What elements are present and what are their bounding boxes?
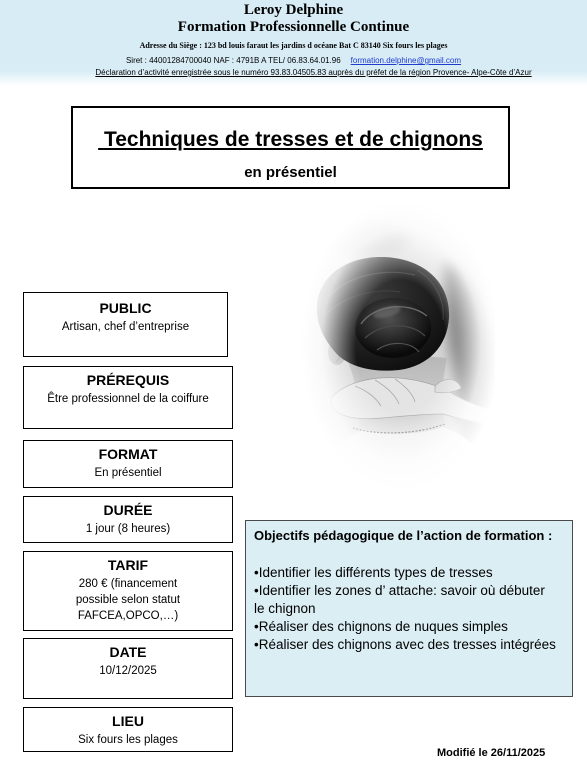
siret-line	[0, 55, 587, 66]
price-label: TARIF	[107, 557, 149, 573]
price-value-line: possible selon statut	[75, 594, 181, 606]
organization-subtitle: Formation Professionnelle Continue	[177, 19, 410, 35]
duration-label: DURÉE	[103, 502, 153, 518]
location-label: LIEU	[112, 713, 144, 729]
email-link[interactable]: formation.delphine@gmail.com	[350, 56, 462, 65]
siret-phone-text: Siret : 44001284700040 NAF : 4791B A TEL/ 06.83.64.01.96	[125, 56, 341, 65]
prerequisites-value: Être professionnel de la coiffure	[47, 393, 209, 405]
objective-item: •Réaliser des chignons de nuques simples	[254, 619, 508, 634]
price-value-line: 280 € (financement	[78, 578, 178, 590]
prerequisites-box	[23, 366, 233, 429]
course-title-text: Techniques de tresses et de chignons	[103, 128, 483, 151]
head-office-address: Adresse du Siège : 123 bd louis faraut les jardins d océane Bat C 83140 Six fours les plages	[139, 41, 448, 50]
format-box	[23, 440, 233, 488]
date-value: 10/12/2025	[99, 665, 157, 677]
last-modified-date: Modifié le 26/11/2025	[437, 747, 546, 759]
date-label: DATE	[109, 644, 147, 660]
organization-header	[0, 0, 587, 86]
format-label: FORMAT	[98, 446, 158, 462]
format-value: En présentiel	[94, 467, 162, 479]
course-title	[73, 128, 508, 152]
objectives-heading: Objectifs pédagogique de l’action de formation :	[254, 528, 553, 543]
hairstyle-photo	[295, 200, 495, 492]
objectives-list	[254, 564, 572, 654]
price-value-line: FAFCEA,OPCO,…)	[77, 610, 179, 622]
prerequisites-label: PRÉREQUIS	[86, 372, 170, 388]
course-mode: en présentiel	[244, 164, 337, 181]
public-label: PUBLIC	[99, 300, 152, 316]
public-value: Artisan, chef d’entreprise	[61, 321, 190, 333]
duration-box	[23, 496, 233, 543]
location-value: Six fours les plages	[78, 734, 178, 746]
public-box	[23, 292, 228, 357]
duration-value: 1 jour (8 heures)	[85, 523, 171, 535]
objectives-box	[245, 520, 573, 697]
activity-declaration: Déclaration d’activité enregistrée sous le numéro 93.83.04505.83 auprès du préfet de la région Provence- Alpe-Côte d’Azur	[95, 68, 532, 77]
price-box	[23, 551, 233, 631]
location-box	[23, 707, 233, 752]
objective-item: •Réaliser des chignons avec des tresses intégrées	[254, 637, 556, 652]
trainer-name: Leroy Delphine	[243, 2, 344, 18]
course-title-box	[71, 106, 510, 189]
hair-bun-photo-image	[295, 200, 495, 492]
date-box	[23, 638, 233, 699]
objective-item: •Identifier les zones d’ attache: savoir où débuter le chignon	[254, 583, 545, 616]
objective-item: •Identifier les différents types de tresses	[254, 565, 493, 580]
